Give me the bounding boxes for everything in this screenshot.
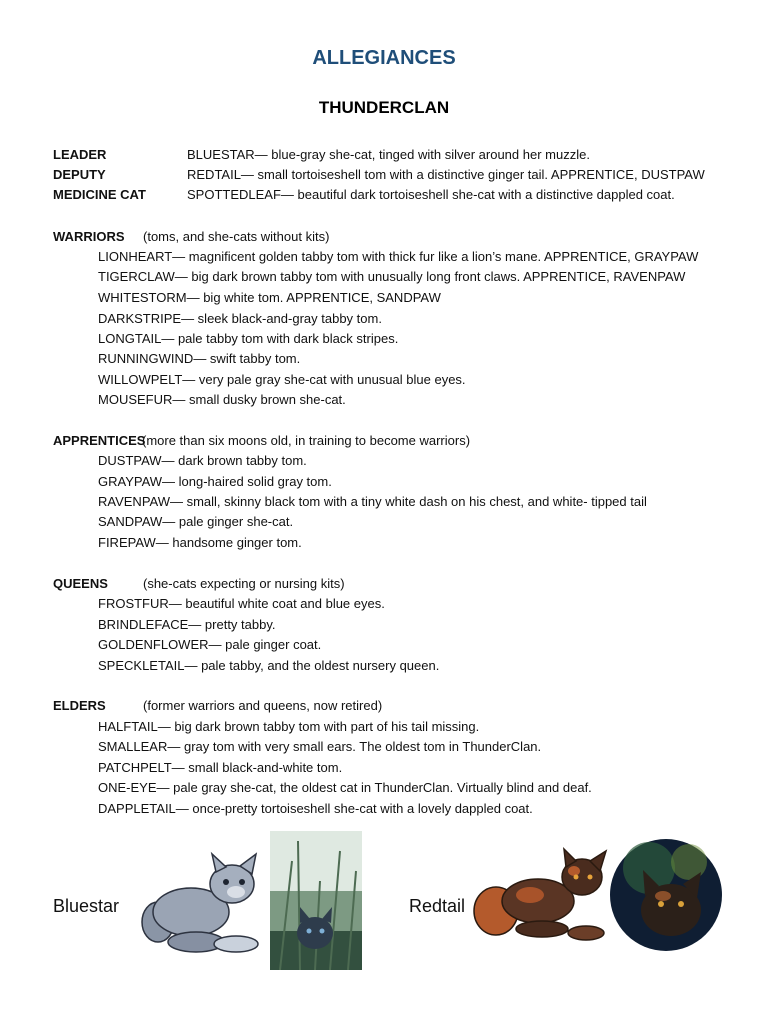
list-item: SANDPAW— pale ginger she-cat. (98, 514, 294, 529)
deputy-label: DEPUTY (53, 167, 106, 182)
medicine-cat-text: SPOTTEDLEAF— beautiful dark tortoiseshell she-cat with a distinctive dappled coat. (187, 187, 675, 202)
elders-note: (former warriors and queens, now retired) (143, 698, 383, 713)
list-item: SMALLEAR— gray tom with very small ears. The oldest tom in ThunderClan. (98, 739, 542, 754)
redtail-drawing (472, 845, 612, 945)
list-item: PATCHPELT— small black-and-white tom. (98, 760, 343, 775)
list-item: RUNNINGWIND— swift tabby tom. (98, 351, 301, 366)
list-item: DUSTPAW— dark brown tabby tom. (98, 453, 307, 468)
clan-heading: THUNDERCLAN (318, 98, 450, 117)
list-item: WHITESTORM— big white tom. APPRENTICE, SANDPAW (98, 290, 441, 305)
list-item: HALFTAIL— big dark brown tabby tom with part of his tail missing. (98, 719, 480, 734)
queens-note: (she-cats expecting or nursing kits) (143, 576, 345, 591)
list-item: MOUSEFUR— small dusky brown she-cat. (98, 392, 346, 407)
leader-text: BLUESTAR— blue-gray she-cat, tinged with silver around her muzzle. (187, 147, 590, 162)
bluestar-portrait (270, 831, 362, 970)
list-item: RAVENPAW— small, skinny black tom with a tiny white dash on his chest, and white- tipped tail (98, 494, 647, 509)
redtail-caption: Redtail (409, 896, 466, 916)
page-title: ALLEGIANCES (312, 47, 456, 69)
apprentices-note: (more than six moons old, in training to become warriors) (142, 433, 471, 448)
bluestar-caption: Bluestar (53, 896, 120, 916)
list-item: SPECKLETAIL— pale tabby, and the oldest nursery queen. (98, 658, 440, 673)
elders-label: ELDERS (53, 698, 106, 713)
redtail-portrait (609, 838, 723, 952)
list-item: DAPPLETAIL— once-pretty tortoiseshell she-cat with a lovely dappled coat. (98, 801, 533, 816)
list-item: GOLDENFLOWER— pale ginger coat. (98, 637, 322, 652)
list-item: BRINDLEFACE— pretty tabby. (98, 617, 276, 632)
warriors-label: WARRIORS (53, 229, 125, 244)
list-item: DARKSTRIPE— sleek black-and-gray tabby tom. (98, 311, 382, 326)
list-item: FIREPAW— handsome ginger tom. (98, 535, 302, 550)
list-item: GRAYPAW— long-haired solid gray tom. (98, 474, 332, 489)
list-item: WILLOWPELT— very pale gray she-cat with unusual blue eyes. (98, 372, 466, 387)
bluestar-drawing (136, 850, 266, 960)
medicine-cat-label: MEDICINE CAT (53, 187, 146, 202)
queens-label: QUEENS (53, 576, 108, 591)
list-item: LONGTAIL— pale tabby tom with dark black stripes. (98, 331, 399, 346)
deputy-text: REDTAIL— small tortoiseshell tom with a distinctive ginger tail. APPRENTICE, DUSTPAW (187, 167, 705, 182)
list-item: TIGERCLAW— big dark brown tabby tom with unusually long front claws. APPRENTICE, RAVENPAW (98, 269, 686, 284)
leader-label: LEADER (53, 147, 107, 162)
list-item: LIONHEART— magnificent golden tabby tom with thick fur like a lion’s mane. APPRENTICE, GRAYPAW (98, 249, 699, 264)
list-item: ONE-EYE— pale gray she-cat, the oldest cat in ThunderClan. Virtually blind and deaf. (98, 780, 592, 795)
warriors-note: (toms, and she-cats without kits) (143, 229, 330, 244)
list-item: FROSTFUR— beautiful white coat and blue eyes. (98, 596, 385, 611)
apprentices-label: APPRENTICES (53, 433, 146, 448)
